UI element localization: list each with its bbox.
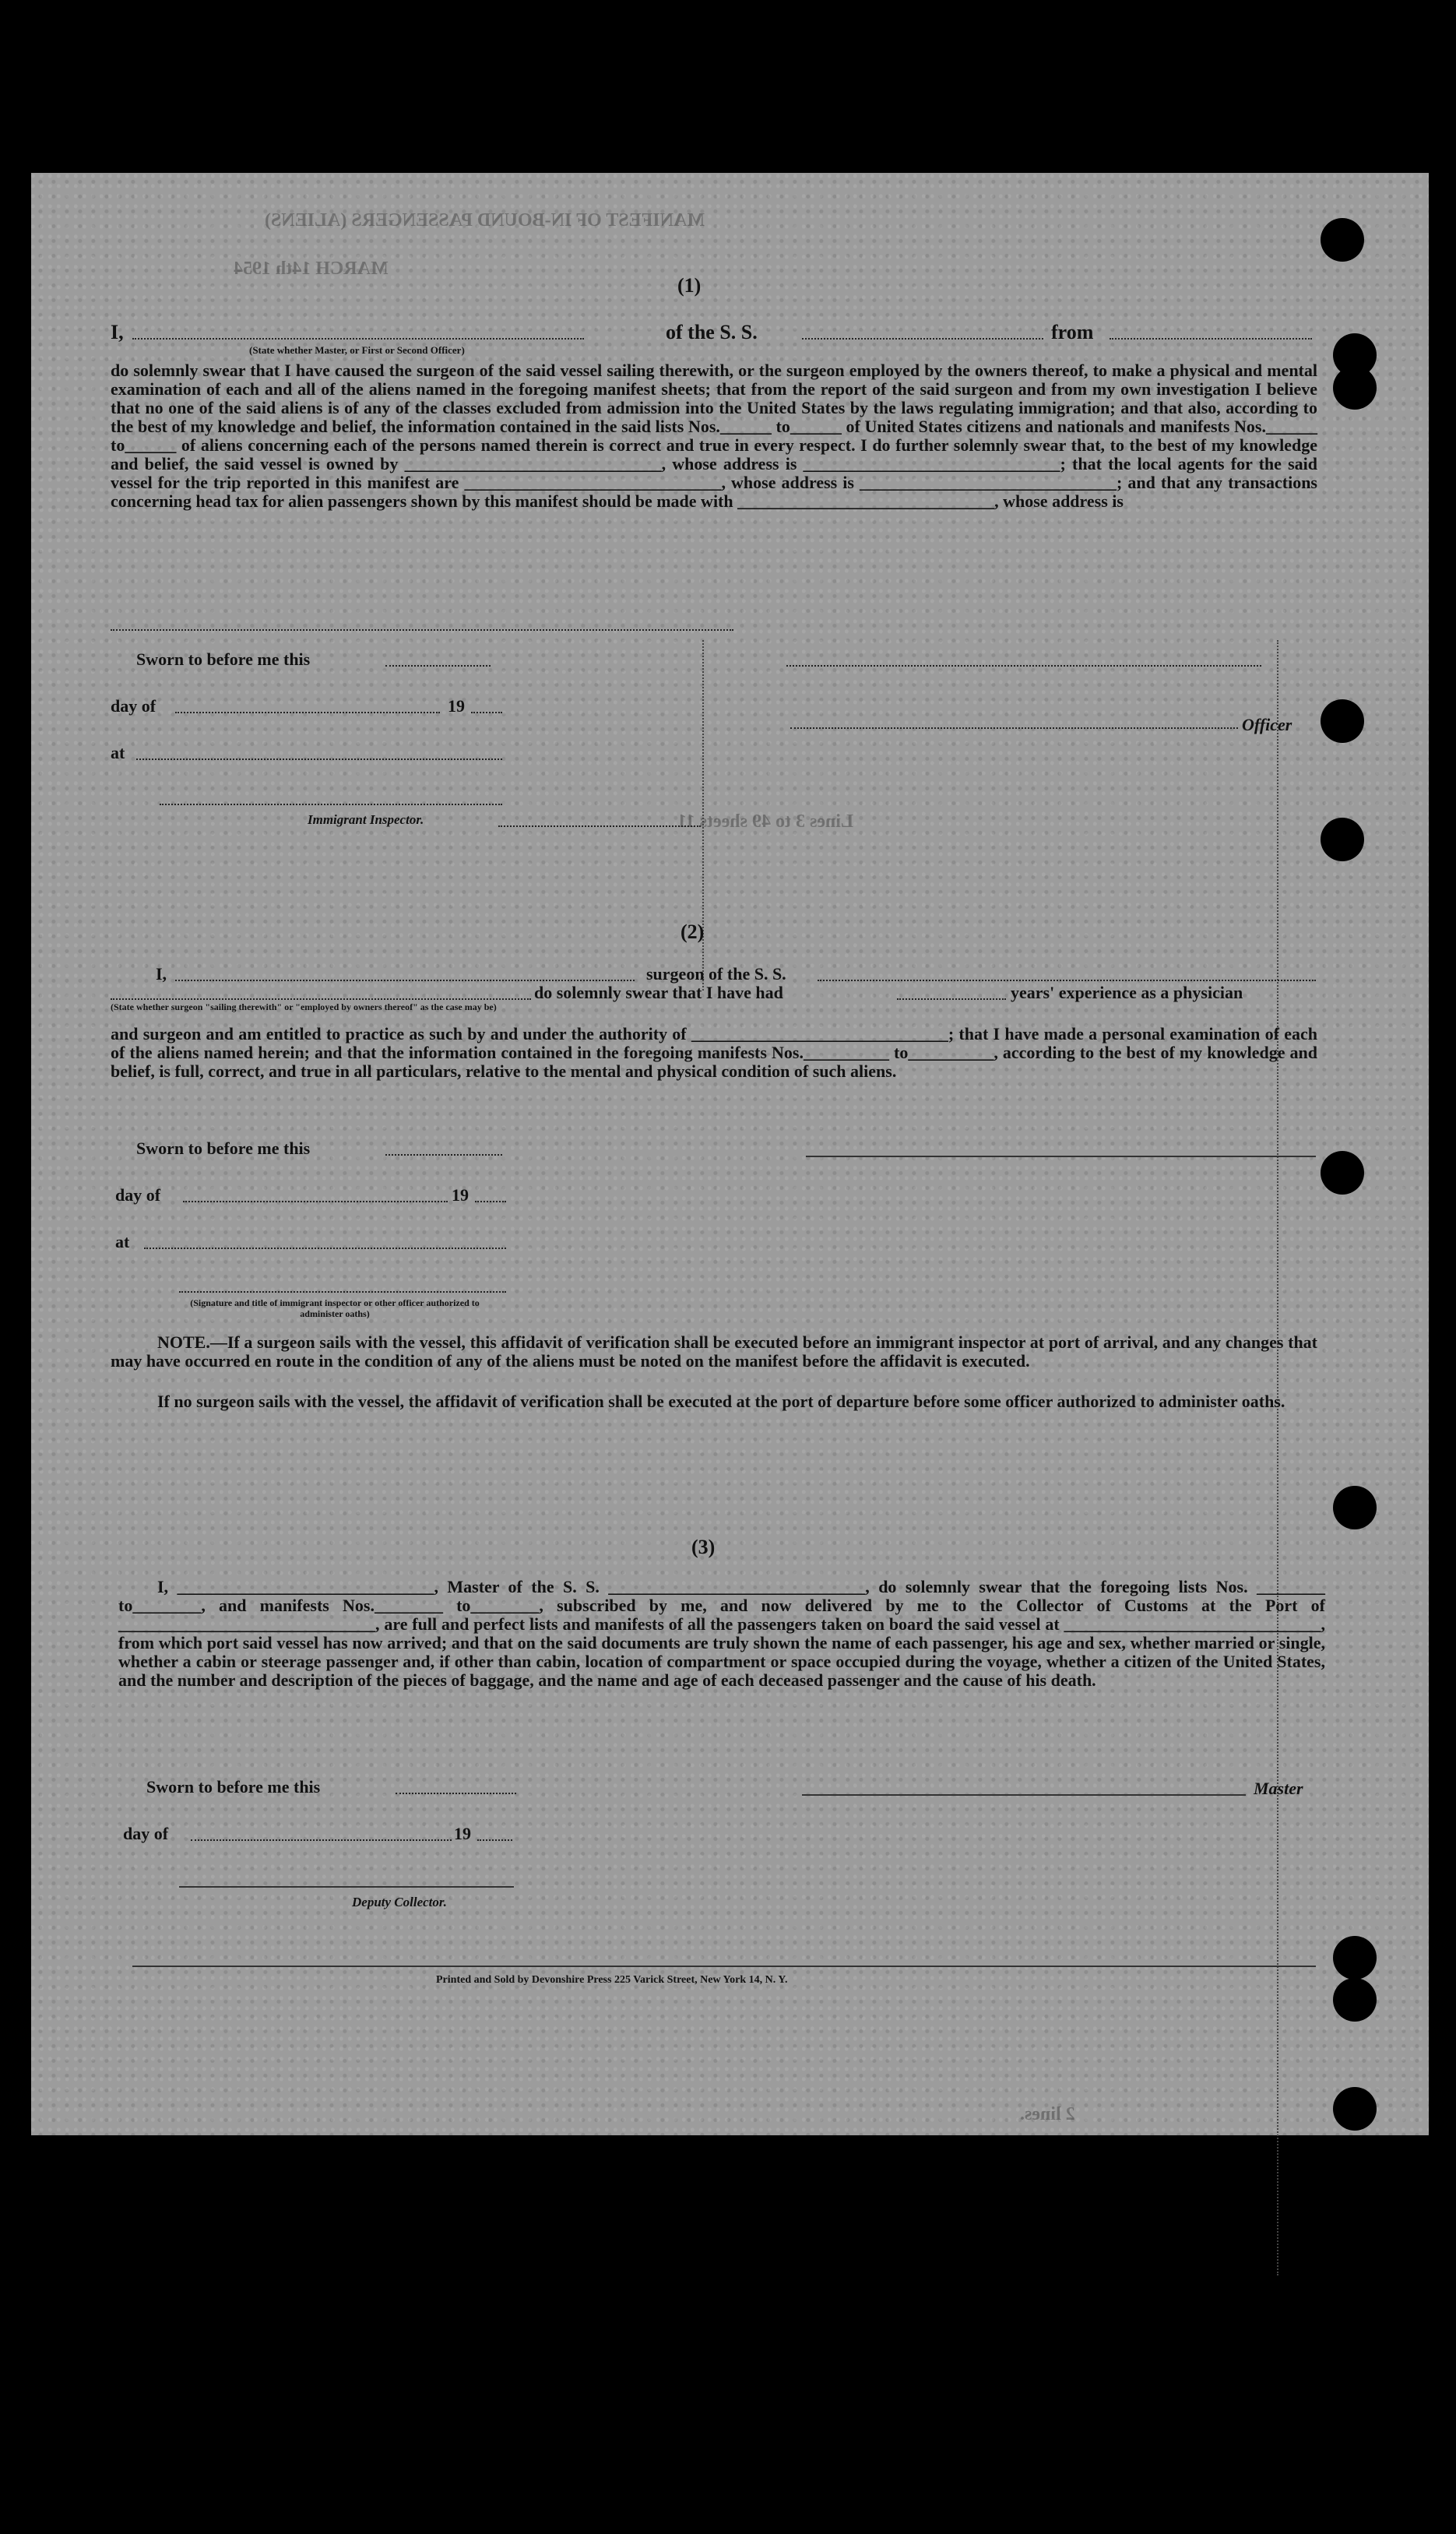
sec1-officer-signature-line — [790, 727, 1238, 729]
sec1-from: from — [1051, 321, 1094, 343]
bleed-through-heading: MANIFEST OF IN-BOUND PASSENGERS (ALIENS) — [265, 210, 705, 231]
sec3-year-line — [477, 1839, 512, 1841]
sec2-type-line — [111, 998, 531, 1000]
sec2-swear: do solemnly swear that I have had — [534, 983, 783, 1002]
sec3-year: 19 — [454, 1824, 471, 1843]
sec2-signature-note: (Signature and title of immigrant inspector or other officer authorized to administer oaths) — [190, 1297, 480, 1319]
printer-imprint: Printed and Sold by Devonshire Press 225 Varick Street, New York 14, N. Y. — [436, 1974, 788, 1986]
footer-rule — [132, 1966, 1316, 1967]
right-margin-rule — [1277, 640, 1278, 2275]
sec2-signature-line — [806, 1156, 1316, 1157]
section-3-number: (3) — [691, 1536, 716, 1558]
binder-hole — [1333, 366, 1377, 410]
sec1-inspector-line — [160, 804, 502, 805]
binder-hole — [1321, 1151, 1364, 1195]
section-2-number: (2) — [681, 920, 705, 943]
sec2-sworn-line — [385, 1154, 502, 1156]
sec1-from-line — [1110, 338, 1312, 340]
sec3-deputy-label: Deputy Collector. — [352, 1895, 447, 1909]
sec1-officer-line — [132, 338, 584, 340]
sec3-master-label: Master — [1254, 1779, 1303, 1798]
sec2-years-line — [897, 998, 1006, 1000]
sec1-inspector-extra-line — [498, 825, 701, 827]
section-1-number: (1) — [677, 274, 702, 297]
sec1-vessel-line — [802, 338, 1043, 340]
sec1-sworn: Sworn to before me this — [136, 649, 311, 669]
sec3-oath-paragraph: I, ______________________________, Master of the S. S. ______________________________, do solemnly swear that the foregoing lists Nos. ________ to________, and manifests Nos.________ to________, subscribed by me, and now delivered by me to the Collector of Customs at the Port of ______________________________, are full and perfect lists and manifests of all the passengers taken on board the said vessel at ______________________________, from which port said vessel has now arrived; and that on the said documents are truly shown the name of each passenger, his age and sex, whether married or single, whether a cabin or steerage passenger and, if other than cabin, location of compartment or space occupied during the voyage, whether a citizen of the United States, and the number and description of the pieces of baggage, and the name and age of each deceased passenger and the cause of his death. — [118, 1577, 1325, 1690]
sec1-at-line — [136, 758, 502, 760]
sec2-at-line — [144, 1248, 506, 1249]
sec2-inspector-line — [179, 1291, 506, 1293]
binder-hole — [1333, 1936, 1377, 1980]
sec3-sworn-line — [396, 1793, 516, 1794]
sec2-day-line — [183, 1201, 448, 1202]
sec2-name-line — [175, 980, 635, 981]
sec2-vessel-line — [818, 980, 1316, 981]
sec1-year-line — [471, 712, 502, 713]
bleed-through-lines: Lines 3 to 49 sheets 11 — [677, 811, 854, 832]
sec2-i: I, — [156, 964, 167, 984]
sec2-note-paragraph-2: If no surgeon sails with the vessel, the affidavit of verification shall be executed at the port of departure before some officer authorized to administer oaths. — [157, 1392, 1285, 1411]
sec2-day-of: day of — [115, 1185, 161, 1205]
sec1-signature-line — [786, 665, 1261, 667]
binder-hole — [1321, 818, 1364, 861]
sec2-note-paragraph: NOTE.—If a surgeon sails with the vessel, this affidavit of verification shall be executed before an immigrant inspector at port of arrival, and any changes that may have occurred en route in the condition of any of the aliens must be noted on the manifest before the affidavit is executed. — [111, 1332, 1317, 1371]
binder-hole — [1333, 1978, 1377, 2022]
sec1-day-of: day of — [111, 696, 157, 716]
sec1-officer-note: (State whether Master, or First or Second Officer) — [249, 344, 465, 356]
binder-hole — [1321, 218, 1364, 262]
sec1-inspector-label: Immigrant Inspector. — [308, 812, 424, 827]
binder-hole — [1333, 1486, 1377, 1529]
sec1-of-ss: of the S. S. — [666, 321, 758, 343]
sec1-i: I, — [111, 321, 124, 343]
binder-hole — [1321, 699, 1364, 743]
bleed-through-date: MARCH 14th 1954 — [234, 259, 389, 279]
sec1-at: at — [111, 743, 125, 762]
sec3-day-of: day of — [123, 1824, 169, 1843]
sec1-address-line — [111, 629, 733, 631]
sec3-day-line — [191, 1839, 452, 1841]
bleed-through-bottom: 2 lines. — [1020, 2104, 1075, 2124]
sec2-at: at — [115, 1232, 130, 1251]
sec2-year: 19 — [452, 1185, 469, 1205]
sec1-year: 19 — [448, 696, 465, 716]
sec2-type-note: (State whether surgeon "sailing therewith" or "employed by owners thereof" as the case may be) — [111, 1001, 497, 1012]
document-sheet — [31, 173, 1429, 2135]
sec2-sworn: Sworn to before me this — [136, 1139, 311, 1158]
sec3-deputy-line — [179, 1886, 514, 1888]
sec1-officer-label: Officer — [1242, 715, 1292, 734]
sec2-oath-paragraph: and surgeon and am entitled to practice as such by and under the authority of ______________________________; that I have made a personal examination of each of the aliens named herein; and that the information contained in the foregoing manifests Nos.__________ to__________, according to the best of my knowledge and belief, is full, correct, and true in all particulars, relative to the mental and physical condition of such aliens. — [111, 1024, 1317, 1081]
sec2-surgeon-of: surgeon of the S. S. — [646, 964, 786, 984]
sec1-oath-paragraph: do solemnly swear that I have caused the surgeon of the said vessel sailing therewith, or the surgeon employed by the owners thereof, to make a physical and mental examination of each and all of the aliens named in the foregoing manifest sheets; that from the report of the said surgeon and from my own investigation I believe that no one of the said aliens is of any of the classes excluded from admission into the United States by the laws regulating immigration; and that also, according to the best of my knowledge and belief, the information contained in the said lists Nos.______ to______ of United States citizens and nationals and manifests Nos.______ to______ of aliens concerning each of the persons named therein is correct and true in every respect. I do further solemnly swear that, to the best of my knowledge and belief, the said vessel is owned by ______________________________, whose address is ______________________________; that the local agents for the said vessel for the trip reported in this manifest are ______________________________, whose address is ______________________________; and that any transactions concerning head tax for alien passengers shown by this manifest should be made with ______________________________, whose address is — [111, 361, 1317, 511]
sec3-master-line — [802, 1794, 1246, 1796]
binder-hole — [1333, 2087, 1377, 2131]
sec1-sworn-line — [385, 665, 491, 667]
sec3-sworn: Sworn to before me this — [146, 1777, 321, 1797]
sec2-year-line — [475, 1201, 506, 1202]
sec2-years: years' experience as a physician — [1011, 983, 1243, 1002]
sec1-day-line — [175, 712, 440, 713]
